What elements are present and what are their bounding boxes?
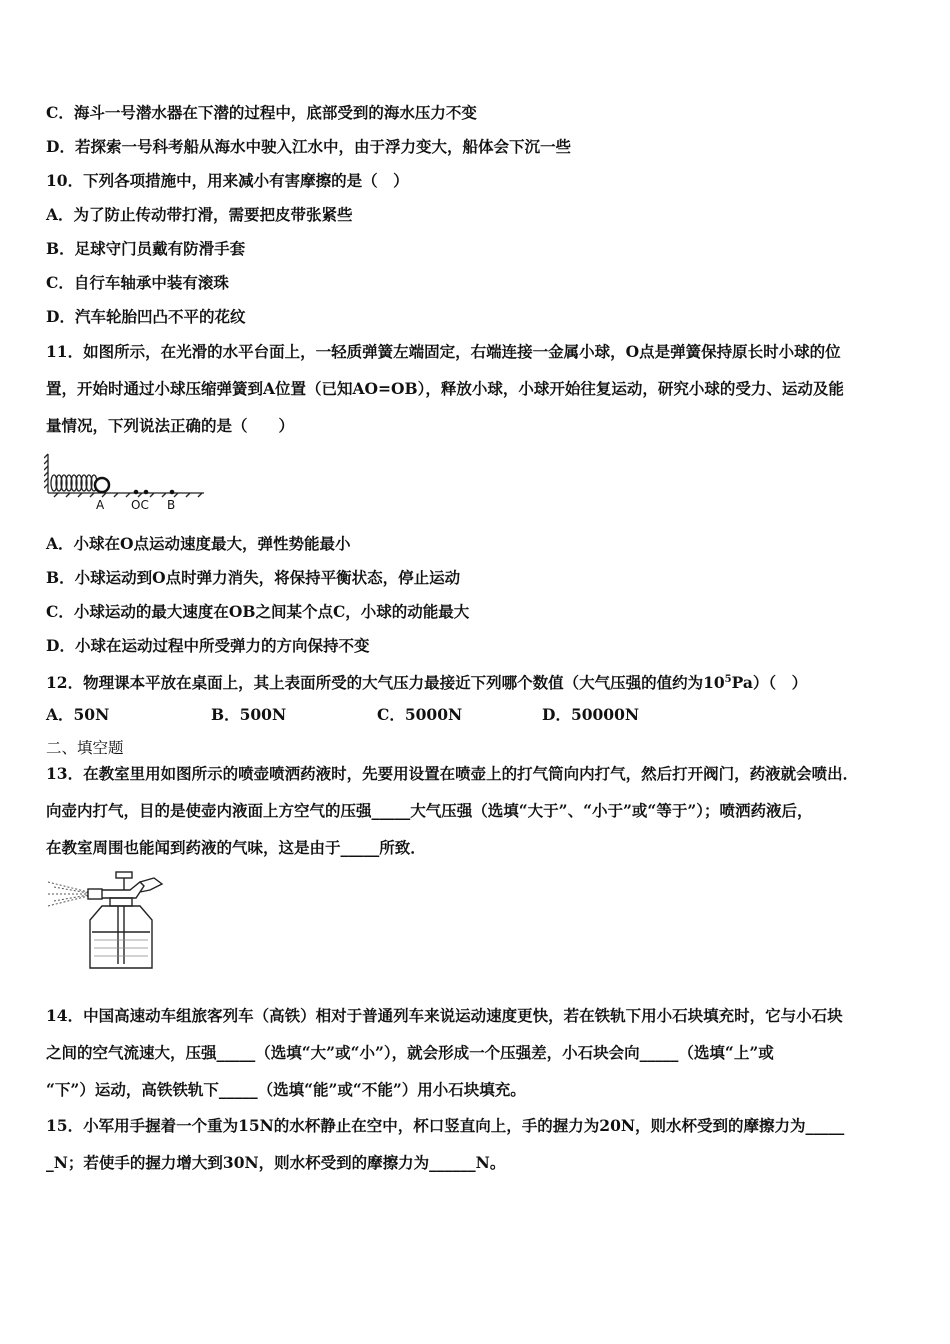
q15-line1: 15．小军用手握着一个重为15N的水杯静止在空中，杯口竖直向上，手的握力为20N，则水杯受到的摩擦力为_____ — [46, 1116, 845, 1135]
spray-bottle-figure — [44, 868, 170, 972]
q15-line2: _N；若使手的握力增大到30N，则水杯受到的摩擦力为______N。 — [46, 1153, 506, 1172]
label-a: A — [96, 498, 105, 512]
q11-stem-line3: 量情况，下列说法正确的是（ ） — [46, 416, 295, 435]
label-oc: OC — [131, 498, 149, 512]
q10-option-d: D．汽车轮胎凹凸不平的花纹 — [46, 307, 246, 326]
q13-line3: 在教室周围也能闻到药液的气味，这是由于_____所致． — [46, 838, 426, 857]
q14-line2: 之间的空气流速大，压强_____（选填“大”或“小”），就会形成一个压强差，小石块会向_____（选填“上”或 — [46, 1043, 774, 1062]
q13-line1: 13．在教室里用如图所示的喷壶喷洒药液时，先要用设置在喷壶上的打气筒向内打气，然后打开阀门，药液就会喷出． — [46, 764, 859, 783]
q11-stem-line1: 11．如图所示，在光滑的水平台面上，一轻质弹簧左端固定，右端连接一金属小球，O点是弹簧保持原长时小球的位 — [46, 342, 841, 361]
section-title: 二、填空题 — [46, 739, 124, 757]
q12-stem — [46, 670, 807, 693]
q10-option-b: B．足球守门员戴有防滑手套 — [46, 239, 246, 258]
q11-option-c: C．小球运动的最大速度在OB之间某个点C，小球的动能最大 — [46, 602, 470, 621]
q12-stem-main: 12．物理课本平放在桌面上，其上表面所受的大气压力最接近下列哪个数值（大气压强的值约为10 — [46, 673, 725, 693]
q9-option-c: C．海斗一号潜水器在下潜的过程中，底部受到的海水压力不变 — [46, 103, 477, 122]
spring-ball-diagram — [44, 452, 214, 514]
q12-options — [46, 705, 746, 725]
q12-option-d: D．50000N — [542, 705, 640, 724]
q11-option-d: D．小球在运动过程中所受弹力的方向保持不变 — [46, 636, 370, 655]
q14-line3: “下”）运动，高铁铁轨下_____（选填“能”或“不能”）用小石块填充。 — [46, 1080, 526, 1099]
q10-option-a: A．为了防止传动带打滑，需要把皮带张紧些 — [46, 205, 353, 224]
q11-stem-line2: 置，开始时通过小球压缩弹簧到A位置（已知AO=OB），释放小球，小球开始往复运动，研究小球的受力、运动及能 — [46, 379, 844, 398]
q11-option-b: B．小球运动到O点时弹力消失，将保持平衡状态，停止运动 — [46, 568, 461, 587]
q13-line2: 向壶内打气，目的是使壶内液面上方空气的压强_____大气压强（选填“大于”、“小于”或“等于”）；喷洒药液后， — [46, 801, 813, 820]
q14-line1: 14．中国高速动车组旅客列车（高铁）相对于普通列车来说运动速度更快，若在铁轨下用小石块填充时，它与小石块 — [46, 1006, 843, 1025]
q12-option-b: B．500N — [211, 705, 287, 724]
q12-option-c: C．5000N — [377, 705, 463, 724]
spring-ball-figure — [44, 452, 214, 514]
q10-stem: 10．下列各项措施中，用来减小有害摩擦的是（ ） — [46, 171, 409, 190]
q12-stem-exponent: 5 — [724, 674, 732, 685]
q10-option-c: C．自行车轴承中装有滚珠 — [46, 273, 229, 292]
q12-stem-tail: Pa）（ ） — [731, 673, 808, 693]
q11-option-a: A．小球在O点运动速度最大，弹性势能最小 — [46, 534, 351, 553]
q12-option-a: A．50N — [46, 705, 110, 724]
q9-option-d: D．若探索一号科考船从海水中驶入江水中，由于浮力变大，船体会下沉一些 — [46, 137, 571, 156]
spray-bottle-diagram — [44, 868, 170, 972]
label-b: B — [167, 498, 176, 512]
